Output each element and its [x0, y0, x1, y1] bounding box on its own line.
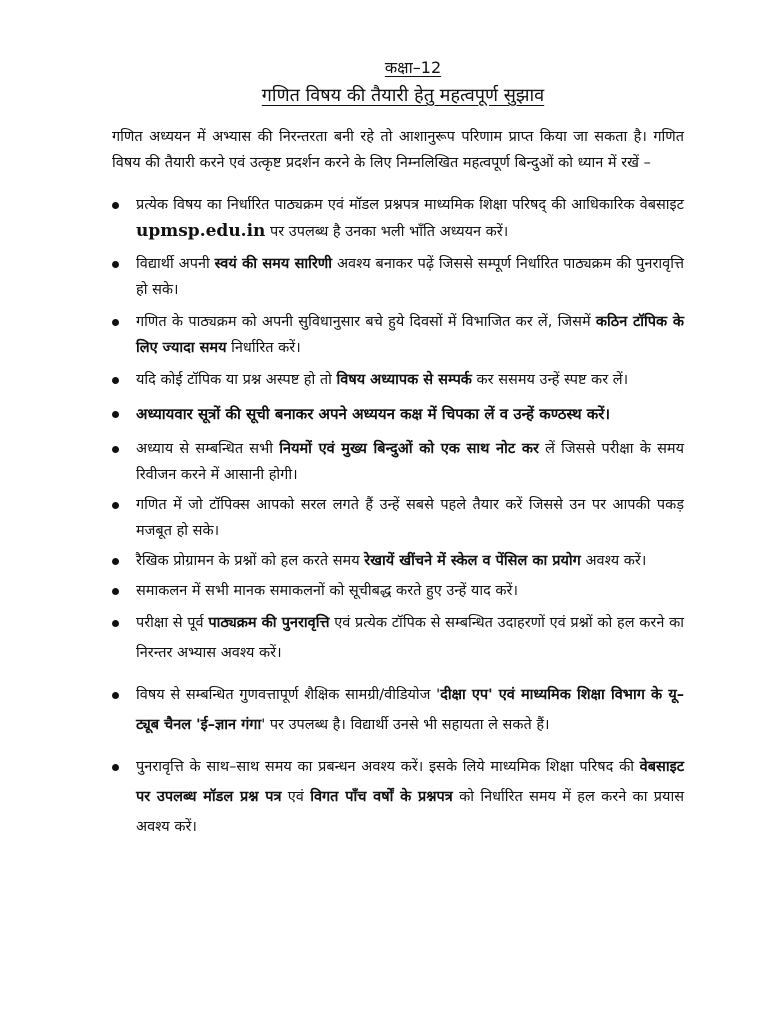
bullet-icon — [112, 692, 119, 699]
list-item: विद्यार्थी अपनी स्वयं की समय सारिणी अवश्य बनाकर पढ़ें जिससे सम्पूर्ण निर्धारित पाठ्यक्रम की पुनरावृत्ति हो सके। — [112, 251, 684, 303]
list-item: विषय से सम्बन्धित गुणवत्तापूर्ण शैक्षिक सामग्री/वीडियोज 'दीक्षा एप' एवं माध्यमिक शिक्षा विभाग के यू–ट्यूब चैनल 'ई–ज्ञान गंगा' पर उपलब्ध है। विद्यार्थी उनसे भी सहायता ले सकते हैं। — [112, 680, 684, 740]
list-item: अध्यायवार सूत्रों की सूची बनाकर अपने अध्ययन कक्ष में चिपका लें व उन्हें कण्ठस्थ करें। — [112, 401, 684, 428]
bullet-icon — [112, 620, 119, 627]
list-item: समाकलन में सभी मानक समाकलनों को सूचीबद्ध करते हुए उन्हें याद करें। — [112, 578, 684, 604]
bullet-icon — [112, 446, 119, 453]
list-item: गणित के पाठ्यक्रम को अपनी सुविधानुसार बचे हुये दिवसों में विभाजित कर लें, जिसमें कठिन टॉपिक के लिए ज्यादा समय निर्धारित करें। — [112, 309, 684, 361]
list-item: यदि कोई टॉपिक या प्रश्न अस्पष्ट हो तो विषय अध्यापक से सम्पर्क कर ससमय उन्हें स्पष्ट कर लें। — [112, 367, 684, 393]
intro-paragraph: गणित अध्ययन में अभ्यास की निरन्तरता बनी रहे तो आशानुरूप परिणाम प्राप्त किया जा सकता है। गणित विषय की तैयारी करने एवं उत्कृष्ट प्रदर्शन करने के लिए निम्नलिखित महत्वपूर्ण बिन्दुओं को ध्यान में रखें – — [112, 129, 684, 171]
list-item: परीक्षा से पूर्व पाठ्यक्रम की पुनरावृत्ति एवं प्रत्येक टॉपिक से सम्बन्धित उदाहरणों एवं प्रश्नों को हल करने का निरन्तर अभ्यास अवश्य करें। — [112, 608, 684, 668]
page-title: गणित विषय की तैयारी हेतु महत्वपूर्ण सुझाव — [261, 85, 545, 106]
bullet-icon — [112, 411, 119, 418]
bullet-icon — [112, 558, 119, 565]
list-item: रैखिक प्रोग्रामन के प्रश्नों को हल करते समय रेखायें खींचने में स्केल व पेंसिल का प्रयोग अवश्य करें। — [112, 548, 684, 574]
list-item: गणित में जो टॉपिक्स आपको सरल लगते हैं उन्हें सबसे पहले तैयार करें जिससे उन पर आपकी पकड़ मजबूत हो सके। — [112, 492, 684, 544]
bullet-icon — [112, 202, 119, 209]
tips-list — [112, 192, 684, 842]
list-item: अध्याय से सम्बन्धित सभी नियमों एवं मुख्य बिन्दुओं को एक साथ नोट कर लें जिससे परीक्षा के समय रिवीजन करने में आसानी होगी। — [112, 436, 684, 488]
list-item: पुनरावृत्ति के साथ–साथ समय का प्रबन्धन अवश्य करें। इसके लिये माध्यमिक शिक्षा परिषद की वेबसाइट पर उपलब्ध मॉडल प्रश्न पत्र एवं विगत पाँच वर्षों के प्रश्नपत्र को निर्धारित समय में हल करने का प्रयास अवश्य करें। — [112, 752, 684, 842]
website-link[interactable]: upmsp.edu.in — [136, 221, 266, 241]
bullet-icon — [112, 764, 119, 771]
bullet-icon — [112, 502, 119, 509]
list-item: प्रत्येक विषय का निर्धारित पाठ्यक्रम एवं मॉडल प्रश्नपत्र माध्यमिक शिक्षा परिषद् की आधिकारिक वेबसाइट upmsp.edu.in पर उपलब्ध है उनका भली भाँति अध्ययन करें। — [112, 192, 684, 245]
bullet-icon — [112, 319, 119, 326]
bullet-icon — [112, 261, 119, 268]
class-label: कक्षा–12 — [384, 58, 442, 77]
bullet-icon — [112, 588, 119, 595]
bullet-icon — [112, 377, 119, 384]
